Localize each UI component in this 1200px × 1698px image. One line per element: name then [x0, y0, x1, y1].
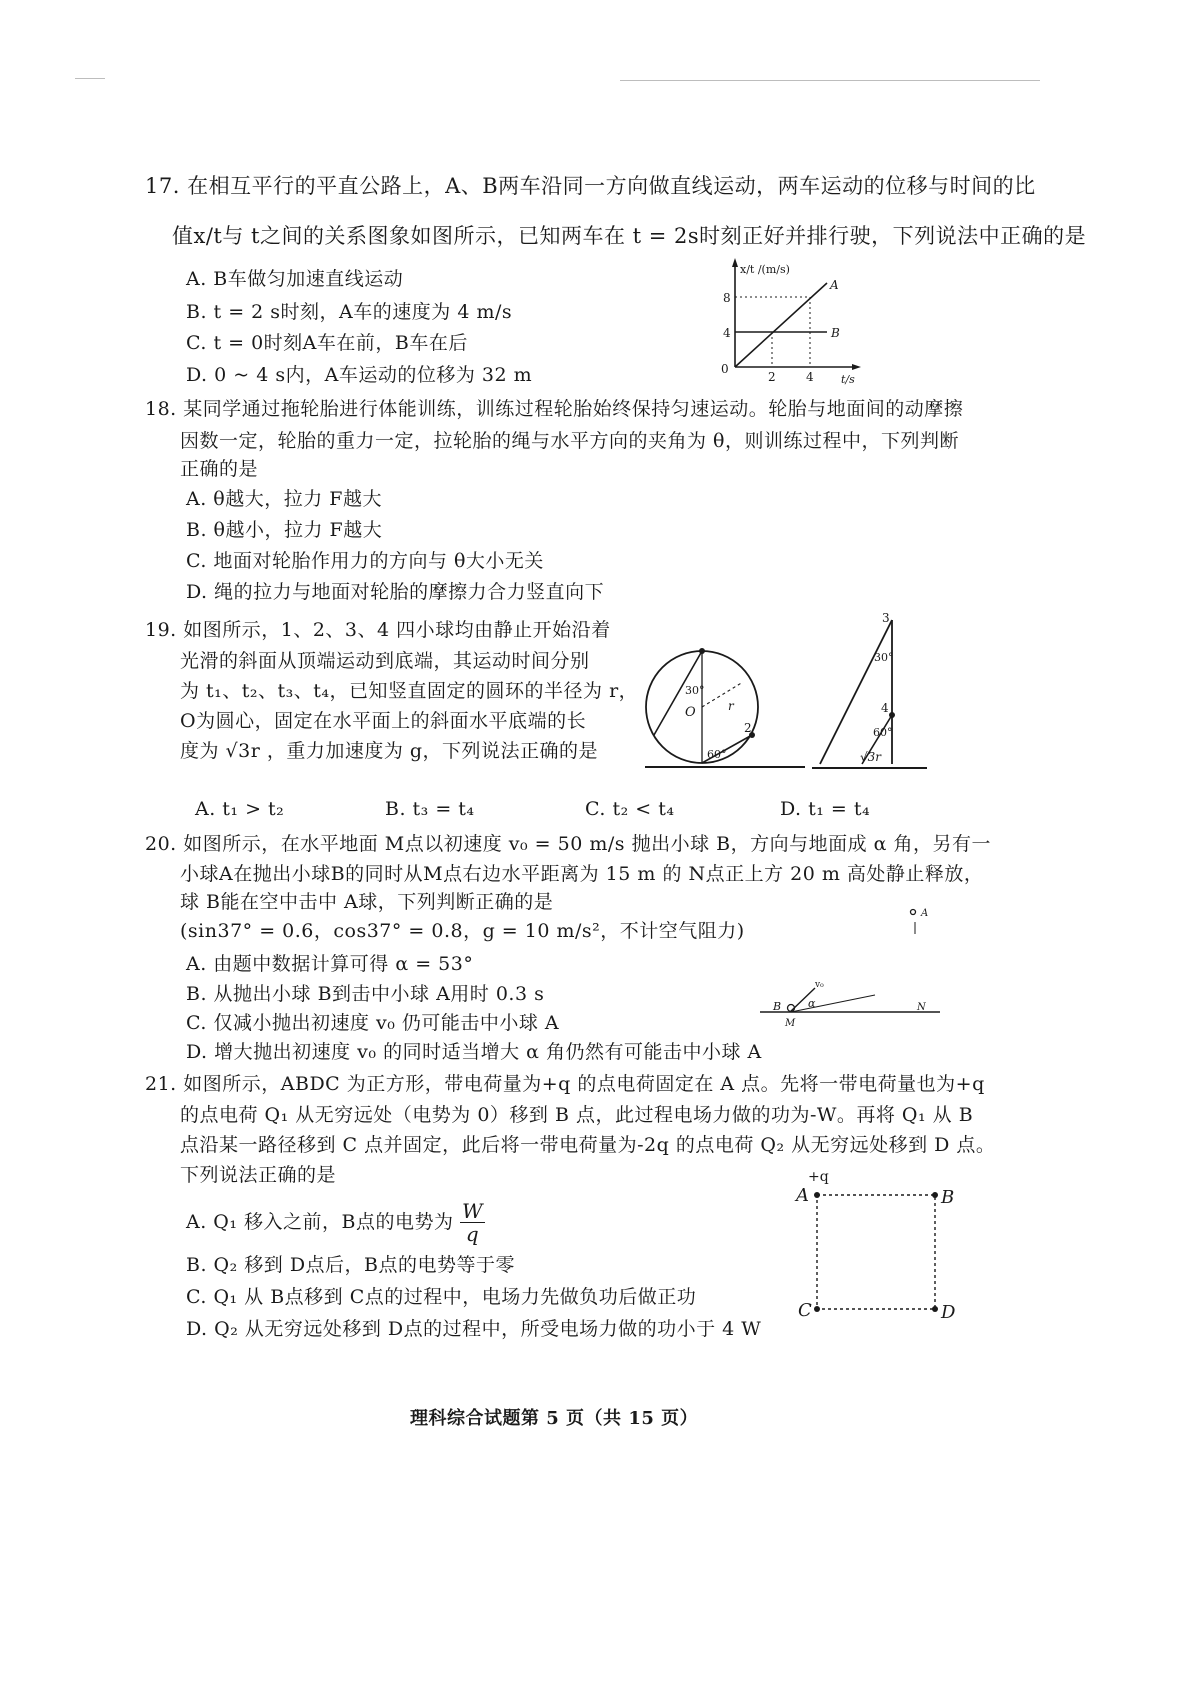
q19-stem-line3: 为 t₁、t₂、t₃、t₄，已知竖直固定的圆环的半径为 r，: [180, 680, 639, 702]
q17-x-arrow: [852, 364, 861, 370]
page-footer: 理科综合试题第 5 页（共 15 页）: [410, 1408, 699, 1429]
q17-option-b: B. t = 2 s时刻，A车的速度为 4 m/s: [186, 301, 513, 323]
q21-stem-line4: 下列说法正确的是: [180, 1164, 337, 1186]
q20-aux-line: [791, 995, 875, 1012]
q21-square-figure: [790, 1165, 970, 1325]
q20-label-v0: v₀: [815, 980, 824, 990]
q20-ball-a: [911, 910, 916, 915]
q19-stem-line2: 光滑的斜面从顶端运动到底端，其运动时间分别: [180, 650, 590, 672]
q18-stem-line2: 因数一定，轮胎的重力一定，拉轮胎的绳与水平方向的夹角为 θ，则训练过程中，下列判断: [180, 430, 959, 452]
q21-stem-line1: 21. 如图所示，ABDC 为正方形，带电荷量为+q 的点电荷固定在 A 点。先将一带电荷量也为+q: [145, 1073, 985, 1095]
q20-option-b: B. 从抛出小球 B到击中小球 A用时 0.3 s: [186, 983, 545, 1005]
q19-angle-30-wedge: 30°: [874, 651, 894, 664]
scan-speck: [620, 80, 1040, 81]
q17-graph: [715, 255, 865, 385]
q20-figure: [755, 900, 945, 1030]
q19-angle-60-wedge: 60°: [873, 726, 893, 739]
q19-stem-line4: O为圆心，固定在水平面上的斜面水平底端的长: [180, 710, 587, 732]
q17-stem-line1: 17. 在相互平行的平直公路上，A、B两车沿同一方向做直线运动，两车运动的位移与时间的比: [145, 174, 1036, 198]
q21-option-a-text: A. Q₁ 移入之前，B点的电势为: [186, 1211, 454, 1233]
q17-y-arrow: [732, 258, 738, 267]
q17-graph-ylabel: x/t /(m/s): [740, 263, 790, 276]
q19-ball-4: [889, 712, 895, 718]
q21-label-d: D: [941, 1302, 956, 1323]
q18-stem-line3: 正确的是: [180, 458, 259, 480]
q19-base-length: √3r: [860, 750, 882, 764]
q21-label-b: B: [941, 1187, 955, 1208]
q19-angle-60: 60°: [707, 748, 727, 761]
q21-option-d: D. Q₂ 从无穷远处移到 D点的过程中，所受电场力做的功小于 4 W: [186, 1318, 762, 1340]
q20-label-alpha: α: [808, 997, 816, 1010]
q21-stem-line2: 的点电荷 Q₁ 从无穷远处（电势为 0）移到 B 点，此过程电场力做的功为-W。再将 Q₁ 从 B: [180, 1104, 974, 1126]
q19-label-4: 4: [881, 701, 889, 715]
q19-incline-3: [820, 620, 892, 764]
q19-center-o: O: [685, 705, 696, 720]
q21-option-b: B. Q₂ 移到 D点后，B点的电势等于零: [186, 1254, 516, 1276]
q21-point-c: [814, 1306, 820, 1312]
q17-graph-xlabel: t/s: [841, 373, 855, 386]
q17-option-a: A. B车做匀加速直线运动: [186, 268, 404, 290]
q17-ytick-8: 8: [723, 291, 731, 305]
q20-option-d: D. 增大抛出初速度 v₀ 的同时适当增大 α 角仍然有可能击中小球 A: [186, 1041, 762, 1063]
q21-label-c: C: [798, 1300, 812, 1321]
q18-option-a: A. θ越大，拉力 F越大: [186, 488, 382, 510]
q19-option-b: B. t₃ = t₄: [385, 798, 475, 820]
q19-angle-30: 30°: [685, 684, 705, 697]
q17-origin: 0: [721, 362, 729, 376]
q19-label-3: 3: [882, 611, 890, 625]
q17-line-a: [735, 283, 827, 367]
q20-label-m: M: [785, 1018, 796, 1029]
q20-stem-line4: (sin37° = 0.6，cos37° = 0.8，g = 10 m/s²，不计空气阻力): [180, 920, 745, 942]
q18-option-d: D. 绳的拉力与地面对轮胎的摩擦力合力竖直向下: [186, 581, 605, 603]
q18-option-b: B. θ越小，拉力 F越大: [186, 519, 383, 541]
q21-option-a: [186, 1200, 485, 1245]
q19-circle-figure: [645, 640, 805, 775]
q20-stem-line2: 小球A在抛出小球B的同时从M点右边水平距离为 15 m 的 N点正上方 20 m 高处静止释放，: [180, 863, 984, 885]
q19-option-d: D. t₁ = t₄: [780, 798, 871, 820]
q19-radius-label: r: [728, 699, 734, 713]
q17-ytick-4: 4: [723, 326, 731, 340]
q17-xtick-2: 2: [768, 370, 776, 384]
q19-stem-line5: 度为 √3r ，重力加速度为 g，下列说法正确的是: [180, 740, 599, 762]
q20-option-a: A. 由题中数据计算可得 α = 53°: [186, 953, 474, 975]
q19-stem-line1: 19. 如图所示，1、2、3、4 四小球均由静止开始沿着: [145, 619, 611, 641]
q17-label-b: B: [831, 326, 840, 340]
q19-radius: [702, 682, 743, 707]
q21-fraction-denominator: q: [465, 1222, 480, 1246]
q21-fraction-numerator: W: [462, 1199, 484, 1223]
q19-option-a: A. t₁ > t₂: [195, 798, 285, 820]
q21-point-a: [814, 1192, 820, 1198]
scan-speck: [75, 78, 105, 79]
q21-option-a-fraction: [460, 1200, 485, 1245]
q21-option-c: C. Q₁ 从 B点移到 C点的过程中，电场力先做负功后做正功: [186, 1286, 697, 1308]
q19-option-c: C. t₂ < t₄: [585, 798, 675, 820]
q21-label-a: A: [796, 1185, 809, 1206]
q19-wedge-figure: [812, 612, 932, 774]
q17-stem-line2: 值x/t与 t之间的关系图象如图所示，已知两车在 t = 2s时刻正好并排行驶，下列说法中正确的是: [172, 224, 1087, 248]
q17-option-d: D. 0 ~ 4 s内，A车运动的位移为 32 m: [186, 364, 533, 386]
q21-stem-line3: 点沿某一路径移到 C 点并固定，此后将一带电荷量为-2q 的点电荷 Q₂ 从无穷远处移到 D 点。: [180, 1134, 996, 1156]
q19-label-2: 2: [744, 721, 752, 735]
q20-label-a: A: [921, 908, 929, 919]
q19-ball-1: [699, 648, 705, 654]
q17-label-a: A: [830, 278, 839, 292]
q21-charge-label: +q: [808, 1169, 829, 1185]
q20-label-b: B: [773, 1000, 782, 1013]
q20-option-c: C. 仅减小抛出初速度 v₀ 仍可能击中小球 A: [186, 1012, 560, 1034]
q21-point-b: [932, 1192, 938, 1198]
q21-point-d: [932, 1306, 938, 1312]
q20-stem-line1: 20. 如图所示，在水平地面 M点以初速度 v₀ = 50 m/s 抛出小球 B，方向与地面成 α 角，另有一: [145, 833, 991, 855]
q17-option-c: C. t = 0时刻A车在前，B车在后: [186, 332, 468, 354]
q21-square: [817, 1195, 935, 1309]
q17-xtick-4: 4: [806, 370, 814, 384]
q18-stem-line1: 18. 某同学通过拖轮胎进行体能训练，训练过程轮胎始终保持匀速运动。轮胎与地面间的动摩擦: [145, 398, 964, 420]
q20-label-n: N: [917, 1002, 926, 1013]
q20-stem-line3: 球 B能在空中击中 A球，下列判断正确的是: [180, 891, 554, 913]
q18-option-c: C. 地面对轮胎作用力的方向与 θ大小无关: [186, 550, 544, 572]
